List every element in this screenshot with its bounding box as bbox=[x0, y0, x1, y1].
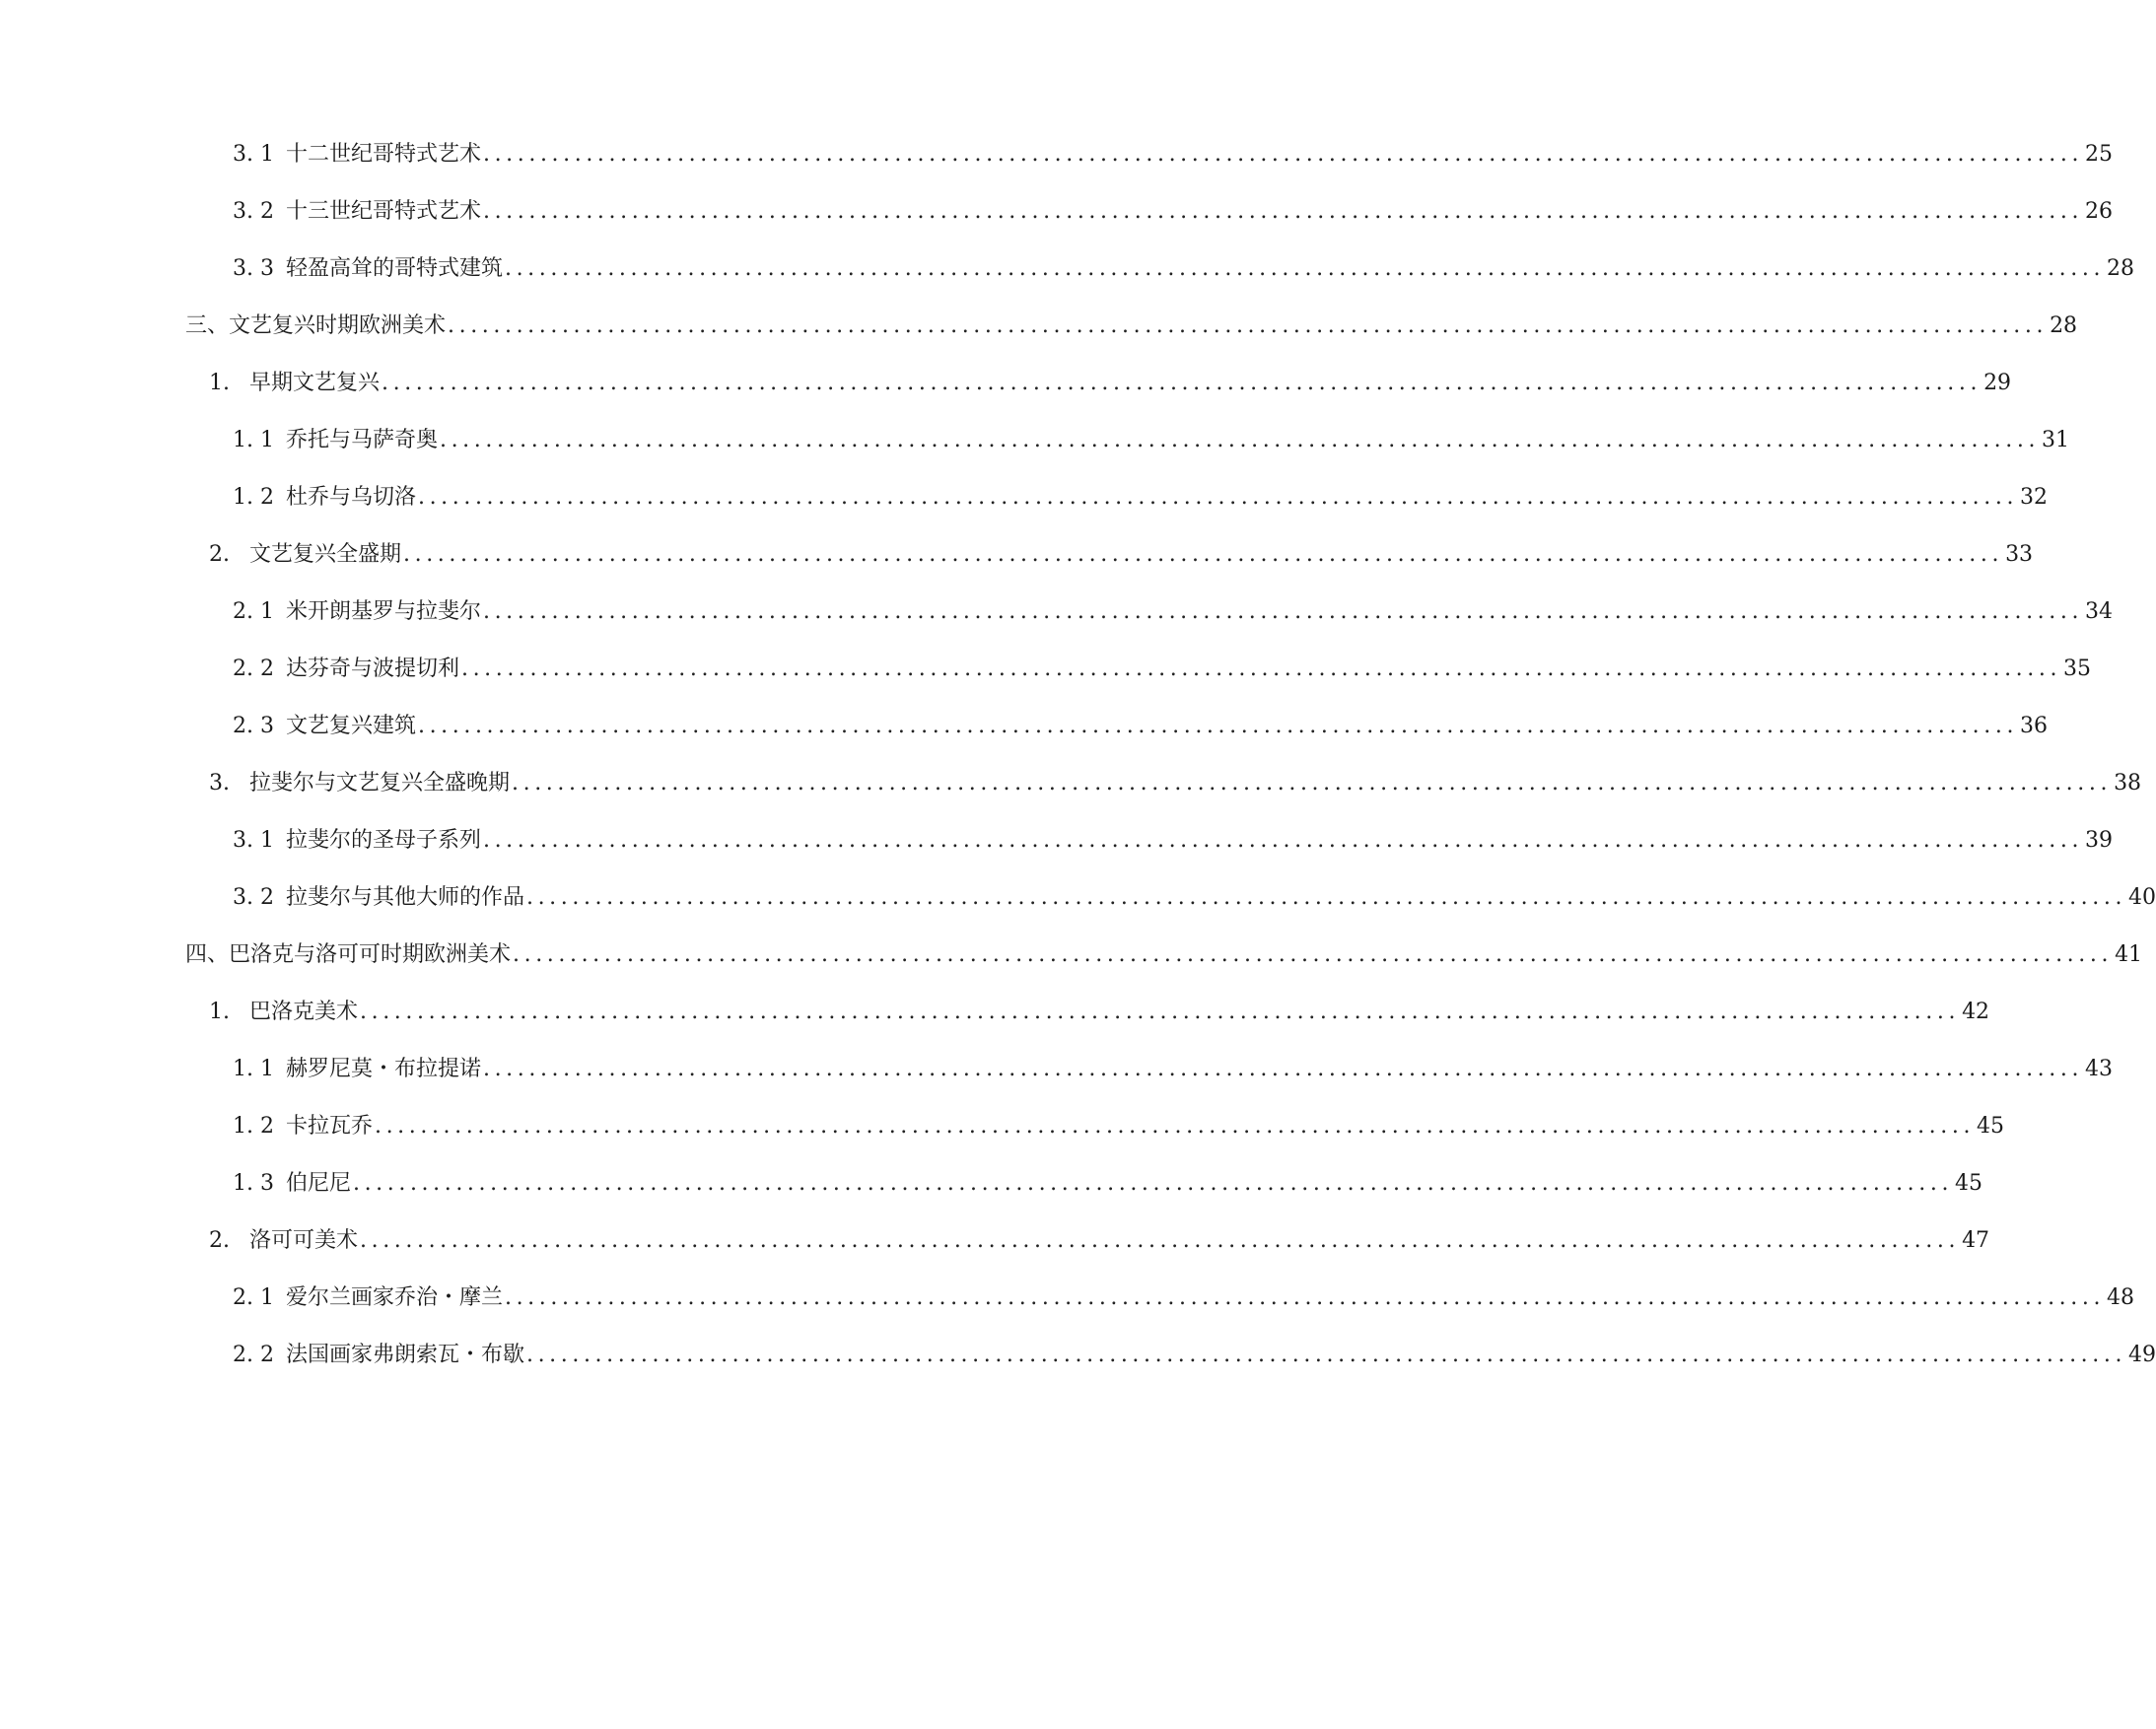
toc-entry[interactable] bbox=[209, 366, 2012, 401]
toc-entry-title: 文艺复兴全盛期 bbox=[249, 542, 402, 567]
toc-entry-leader-dots: ............................................................................................................................................ bbox=[512, 771, 2113, 795]
toc-entry-leader-dots: ............................................................................................................................................ bbox=[483, 1057, 2084, 1081]
toc-entry-number: 1. 1 bbox=[233, 1057, 274, 1081]
toc-entry[interactable] bbox=[233, 1052, 2114, 1087]
toc-entry-page-number: 48 bbox=[2107, 1285, 2135, 1310]
toc-entry-page-number: 40 bbox=[2128, 885, 2156, 910]
toc-entry[interactable] bbox=[233, 652, 2092, 687]
toc-entry-page-number: 26 bbox=[2085, 199, 2114, 224]
toc-entry-number: 3. 1 bbox=[233, 828, 274, 853]
toc-entry-title: 乔托与马萨奇奥 bbox=[285, 428, 438, 452]
toc-entry-number: 1. 1 bbox=[233, 428, 274, 452]
toc-entry-page-number: 49 bbox=[2128, 1343, 2156, 1367]
toc-entry-page-number: 29 bbox=[1983, 371, 2012, 395]
toc-entry-title: 杜乔与乌切洛 bbox=[285, 485, 416, 510]
toc-entry-page-number: 45 bbox=[1955, 1171, 1983, 1196]
toc-entry-title: 轻盈高耸的哥特式建筑 bbox=[285, 256, 503, 281]
toc-entry[interactable] bbox=[233, 709, 2049, 744]
toc-entry-title: 十二世纪哥特式艺术 bbox=[285, 142, 481, 167]
toc-entry-leader-dots: ............................................................................................................................................ bbox=[448, 313, 2049, 338]
toc-entry-page-number: 28 bbox=[2107, 256, 2135, 281]
toc-entry[interactable] bbox=[233, 1338, 2156, 1373]
toc-entry[interactable] bbox=[233, 1166, 1983, 1202]
toc-entry-number: 3. bbox=[209, 771, 230, 795]
toc-entry-title: 四、巴洛克与洛可可时期欧洲美术 bbox=[185, 942, 512, 967]
toc-entry-page-number: 32 bbox=[2020, 485, 2049, 510]
toc-entry-page-number: 31 bbox=[2042, 428, 2070, 452]
toc-entry-title: 洛可可美术 bbox=[249, 1228, 359, 1253]
toc-entry-page-number: 47 bbox=[1962, 1228, 1990, 1253]
toc-entry-leader-dots: ............................................................................................................................................ bbox=[505, 1285, 2106, 1310]
toc-entry-title: 爱尔兰画家乔治・摩兰 bbox=[285, 1285, 503, 1310]
toc-entry-page-number: 38 bbox=[2114, 771, 2142, 795]
toc-entry-title: 赫罗尼莫・布拉提诺 bbox=[285, 1057, 481, 1081]
toc-entry-number: 3. 1 bbox=[233, 142, 274, 167]
toc-entry-title: 巴洛克美术 bbox=[249, 1000, 359, 1024]
toc-entry-number: 1. 3 bbox=[233, 1171, 274, 1196]
toc-entry-title: 拉斐尔与其他大师的作品 bbox=[285, 885, 524, 910]
toc-entry-title: 米开朗基罗与拉斐尔 bbox=[285, 599, 481, 624]
toc-entry-page-number: 42 bbox=[1962, 1000, 1990, 1024]
toc-entry-leader-dots: ............................................................................................................................................ bbox=[526, 885, 2127, 910]
toc-entry-page-number: 34 bbox=[2085, 599, 2114, 624]
toc-entry-leader-dots: ............................................................................................................................................ bbox=[360, 1000, 1961, 1024]
toc-entry-leader-dots: ............................................................................................................................................ bbox=[526, 1343, 2127, 1367]
toc-entry-number: 2. 3 bbox=[233, 714, 274, 738]
toc-entry-leader-dots: ............................................................................................................................................ bbox=[375, 1114, 1976, 1139]
toc-entry[interactable] bbox=[233, 194, 2114, 230]
toc-entry-leader-dots: ............................................................................................................................................ bbox=[483, 142, 2084, 167]
toc-entry-leader-dots: ............................................................................................................................................ bbox=[418, 485, 2019, 510]
toc-entry-leader-dots: ............................................................................................................................................ bbox=[353, 1171, 1954, 1196]
toc-entry-leader-dots: ............................................................................................................................................ bbox=[382, 371, 1982, 395]
toc-entry[interactable] bbox=[209, 766, 2142, 801]
toc-entry-number: 1. 2 bbox=[233, 485, 274, 510]
toc-entry-number: 1. bbox=[209, 1000, 230, 1024]
toc-entry-leader-dots: ............................................................................................................................................ bbox=[418, 714, 2019, 738]
toc-entry[interactable] bbox=[233, 251, 2135, 287]
toc-entry-page-number: 45 bbox=[1977, 1114, 2005, 1139]
toc-entry[interactable] bbox=[233, 137, 2114, 173]
toc-entry-page-number: 33 bbox=[2005, 542, 2034, 567]
toc-entry-leader-dots: ............................................................................................................................................ bbox=[483, 599, 2084, 624]
toc-entry-page-number: 25 bbox=[2085, 142, 2114, 167]
toc-entry-leader-dots: ............................................................................................................................................ bbox=[513, 942, 2114, 967]
toc-entry[interactable] bbox=[233, 823, 2114, 859]
toc-entry-number: 1. bbox=[209, 371, 230, 395]
toc-entry-title: 文艺复兴建筑 bbox=[285, 714, 416, 738]
toc-entry-leader-dots: ............................................................................................................................................ bbox=[360, 1228, 1961, 1253]
toc-entry-title: 伯尼尼 bbox=[285, 1171, 351, 1196]
toc-entry-page-number: 39 bbox=[2085, 828, 2114, 853]
toc-entry[interactable] bbox=[185, 309, 2078, 344]
toc-entry-number: 2. 1 bbox=[233, 1285, 274, 1310]
toc-entry-title: 拉斐尔与文艺复兴全盛晚期 bbox=[249, 771, 511, 795]
toc-entry[interactable] bbox=[233, 880, 2156, 916]
toc-entry-number: 2. 1 bbox=[233, 599, 274, 624]
toc-entry-leader-dots: ............................................................................................................................................ bbox=[461, 657, 2062, 681]
toc-entry-number: 3. 2 bbox=[233, 199, 274, 224]
toc-entry-number: 1. 2 bbox=[233, 1114, 274, 1139]
toc-entry-title: 十三世纪哥特式艺术 bbox=[285, 199, 481, 224]
toc-entry-number: 2. 2 bbox=[233, 657, 274, 681]
toc-entry-leader-dots: ............................................................................................................................................ bbox=[505, 256, 2106, 281]
toc-entry-title: 早期文艺复兴 bbox=[249, 371, 381, 395]
toc-entry-title: 拉斐尔的圣母子系列 bbox=[285, 828, 481, 853]
toc-entry-title: 三、文艺复兴时期欧洲美术 bbox=[185, 313, 447, 338]
toc-entry-number: 2. 2 bbox=[233, 1343, 274, 1367]
toc-entry-number: 3. 3 bbox=[233, 256, 274, 281]
toc-entry-page-number: 43 bbox=[2085, 1057, 2114, 1081]
toc-entry-leader-dots: ............................................................................................................................................ bbox=[403, 542, 2004, 567]
toc-entry-title: 卡拉瓦乔 bbox=[285, 1114, 373, 1139]
toc-entry-leader-dots: ............................................................................................................................................ bbox=[440, 428, 2041, 452]
toc-entry-leader-dots: ............................................................................................................................................ bbox=[483, 828, 2084, 853]
toc-entry-page-number: 28 bbox=[2050, 313, 2078, 338]
toc-entry[interactable] bbox=[233, 1280, 2135, 1316]
toc-entry-title: 法国画家弗朗索瓦・布歇 bbox=[285, 1343, 524, 1367]
toc-entry-page-number: 41 bbox=[2115, 942, 2143, 967]
toc-entry[interactable] bbox=[233, 423, 2070, 458]
toc-entry[interactable] bbox=[233, 480, 2049, 516]
toc-entry[interactable] bbox=[209, 995, 1990, 1030]
toc-entry[interactable] bbox=[209, 537, 2034, 573]
toc-entry[interactable] bbox=[233, 1109, 2005, 1144]
toc-entry-number: 2. bbox=[209, 1228, 230, 1253]
toc-entry-page-number: 35 bbox=[2063, 657, 2092, 681]
toc-entry-title: 达芬奇与波提切利 bbox=[285, 657, 459, 681]
toc-entry-number: 3. 2 bbox=[233, 885, 274, 910]
toc-entry[interactable] bbox=[233, 594, 2114, 630]
toc-entry-page-number: 36 bbox=[2020, 714, 2049, 738]
toc-entry[interactable] bbox=[209, 1223, 1990, 1259]
toc-entry-leader-dots: ............................................................................................................................................ bbox=[483, 199, 2084, 224]
toc-entry-number: 2. bbox=[209, 542, 230, 567]
toc-entry[interactable] bbox=[185, 937, 2143, 973]
